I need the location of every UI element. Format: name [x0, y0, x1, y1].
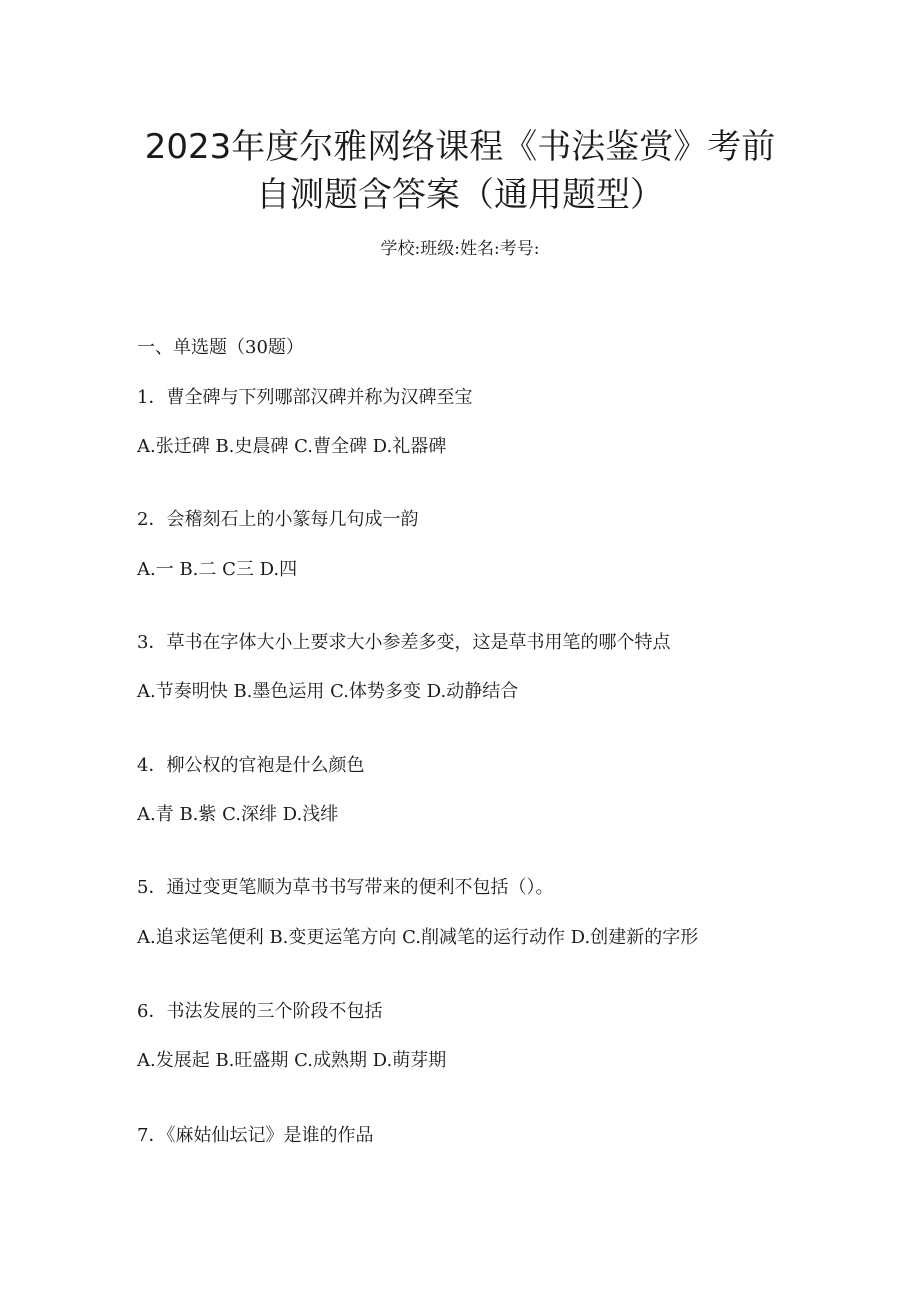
question-3-stem: 3．草书在字体大小上要求大小参差多变，这是草书用笔的哪个特点 — [137, 632, 671, 653]
question-5-stem: 5．通过变更笔顺为草书书写带来的便利不包括（）。 — [137, 877, 554, 898]
question-5-options: A.追求运笔便利 B.变更运笔方向 C.削减笔的运行动作 D.创建新的字形 — [137, 927, 699, 948]
question-2-options: A.一 B.二 C三 D.四 — [137, 559, 298, 580]
student-info-line: 学校:班级:姓名:考号: — [380, 239, 540, 259]
question-6-options: A.发展起 B.旺盛期 C.成熟期 D.萌芽期 — [137, 1050, 447, 1071]
question-3-options: A.节奏明快 B.墨色运用 C.体势多变 D.动静结合 — [137, 681, 519, 702]
question-7-stem: 7．《麻姑仙坛记》是谁的作品 — [137, 1125, 374, 1146]
section-heading: 一、单选题（30题） — [137, 337, 304, 358]
question-1-stem: 1．曹全碑与下列哪部汉碑并称为汉碑至宝 — [137, 387, 473, 408]
question-6-stem: 6．书法发展的三个阶段不包括 — [137, 1001, 383, 1022]
question-4-options: A.青 B.紫 C.深绯 D.浅绯 — [137, 804, 339, 825]
question-2-stem: 2．会稽刻石上的小篆每几句成一韵 — [137, 509, 419, 530]
document-title-line-1: 2023年度尔雅网络课程《书法鉴赏》考前 — [144, 127, 776, 167]
question-4-stem: 4．柳公权的官袍是什么颜色 — [137, 755, 365, 776]
question-1-options: A.张迁碑 B.史晨碑 C.曹全碑 D.礼器碑 — [137, 436, 447, 457]
document-title-line-2: 自测题含答案（通用题型） — [256, 175, 664, 215]
